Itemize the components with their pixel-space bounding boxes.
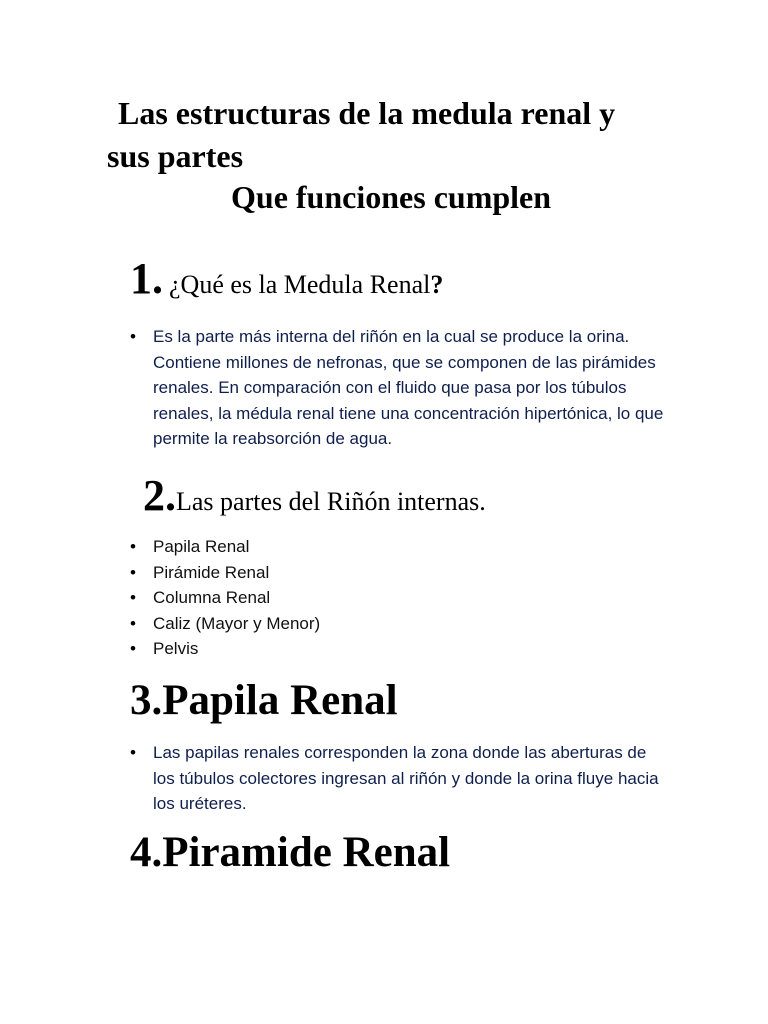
section-2-list: [130, 534, 530, 662]
document-title-line-2: sus partes: [107, 138, 244, 174]
section-2-number: 2.: [143, 471, 176, 520]
list-item: • Las papilas renales corresponden la zona donde las aberturas de los túbulos colectores ingresan al riñón y donde la orina fluye hacia los uréteres.: [130, 740, 670, 817]
section-2-heading: [143, 470, 486, 521]
document-title-line-1: Las estructuras de la medula renal y: [118, 95, 616, 131]
list-item: • Pelvis: [130, 636, 530, 662]
section-4-heading: 4.Piramide Renal: [130, 829, 451, 876]
section-1-question-mark: ?: [430, 270, 444, 299]
section-1-number: 1.: [130, 254, 163, 303]
list-item: • Es la parte más interna del riñón en la cual se produce la orina. Contiene millones de nefronas, que se componen de las pirámides renales. En comparación con el fluido que pasa por los túbulos renales, la médula renal tiene una concentración hipertónica, lo que permite la reabsorción de agua.: [130, 324, 670, 452]
section-3-heading: 3.Papila Renal: [130, 677, 398, 724]
document-subtitle: Que funciones cumplen: [231, 179, 552, 215]
list-item: • Papila Renal: [130, 534, 530, 560]
section-1-heading: [130, 253, 443, 304]
list-item: • Pirámide Renal: [130, 560, 530, 586]
list-item: • Caliz (Mayor y Menor): [130, 611, 530, 637]
section-2-title: Las partes del Riñón internas.: [176, 487, 486, 516]
section-3-list: [130, 740, 670, 817]
section-1-list: [130, 324, 670, 452]
section-1-title: ¿Qué es la Medula Renal: [169, 270, 431, 299]
list-item: • Columna Renal: [130, 585, 530, 611]
